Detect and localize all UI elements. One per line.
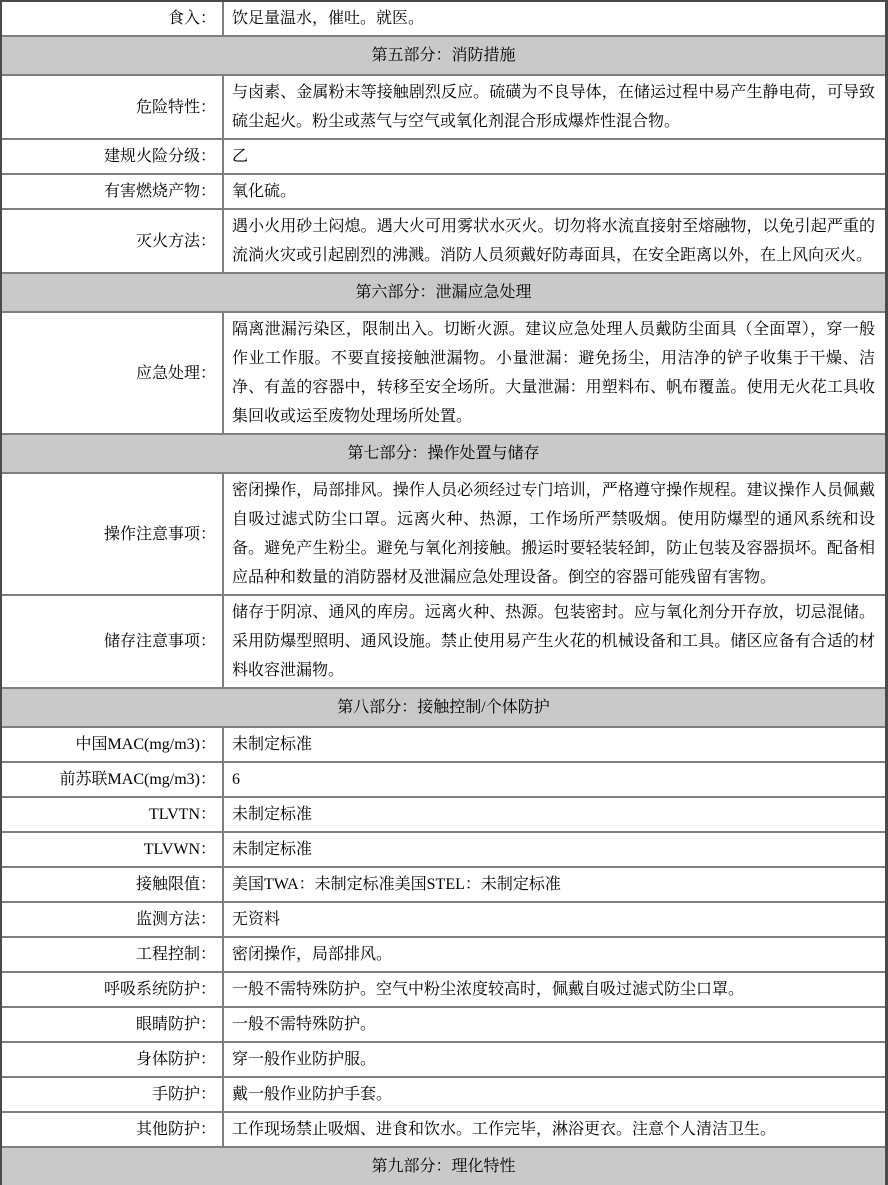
row-content-text: 未制定标准 — [232, 736, 313, 753]
row-content — [224, 833, 885, 866]
row-label: 工程控制： — [2, 938, 224, 971]
section-header — [2, 274, 885, 313]
row-label: 其他防护： — [2, 1113, 224, 1146]
section-header — [2, 37, 885, 76]
row-label: 灭火方法： — [2, 210, 224, 272]
row-content-text: 遇小火用砂土闷熄。遇大火可用雾状水灭火。切勿将水流直接射至熔融物，以免引起严重的流淌火灾或引起剧烈的沸溅。消防人员须戴好防毒面具，在安全距离以外，在上风向灭火。 — [232, 218, 875, 264]
row-label: 建规火险分级： — [2, 140, 224, 173]
row-content — [224, 76, 885, 138]
row-content-text: 未制定标准 — [232, 806, 313, 823]
table-row — [2, 76, 885, 140]
row-label: 接触限值： — [2, 868, 224, 901]
row-label: 身体防护： — [2, 1043, 224, 1076]
row-label: 中国MAC(mg/m3)： — [2, 728, 224, 761]
table-row — [2, 1008, 885, 1043]
row-content — [224, 1078, 885, 1111]
table-row — [2, 140, 885, 175]
section-header — [2, 435, 885, 474]
row-content — [224, 210, 885, 272]
row-content-text: 无资料 — [232, 911, 281, 928]
row-label: 食入： — [2, 2, 224, 35]
row-label: 有害燃烧产物： — [2, 175, 224, 208]
row-label: 应急处理： — [2, 313, 224, 433]
row-content — [224, 1008, 885, 1041]
section-header-title: 第六部分：泄漏应急处理 — [355, 284, 532, 301]
row-label: 手防护： — [2, 1078, 224, 1111]
table-row — [2, 833, 885, 868]
table-row — [2, 763, 885, 798]
section-header-title: 第五部分：消防措施 — [371, 47, 516, 64]
row-content-text: 6 — [232, 771, 240, 788]
row-label: 前苏联MAC(mg/m3)： — [2, 763, 224, 796]
section-header — [2, 1148, 885, 1185]
row-content-text: 氧化硫。 — [232, 183, 297, 200]
row-content — [224, 140, 885, 173]
row-content-text: 工作现场禁止吸烟、进食和饮水。工作完毕，淋浴更衣。注意个人清洁卫生。 — [232, 1121, 777, 1138]
table-row — [2, 728, 885, 763]
table-row — [2, 175, 885, 210]
section-header-title: 第九部分：理化特性 — [371, 1158, 516, 1175]
row-content-text: 穿一般作业防护服。 — [232, 1051, 377, 1068]
row-content — [224, 938, 885, 971]
row-label: 危险特性： — [2, 76, 224, 138]
row-content — [224, 2, 885, 35]
table-row — [2, 596, 885, 689]
row-content — [224, 973, 885, 1006]
table-row — [2, 313, 885, 435]
row-content-text: 隔离泄漏污染区，限制出入。切断火源。建议应急处理人员戴防尘面具（全面罩），穿一般作业工作服。不要直接接触泄漏物。小量泄漏：避免扬尘，用洁净的铲子收集于干燥、洁净、有盖的容器中，转移至安全场所。大量泄漏：用塑料布、帆布覆盖。使用无火花工具收集回收或运至废物处理场所处置。 — [232, 321, 875, 425]
row-label: TLVWN： — [2, 833, 224, 866]
row-content-text: 一般不需特殊防护。空气中粉尘浓度较高时，佩戴自吸过滤式防尘口罩。 — [232, 981, 745, 998]
table-row — [2, 1078, 885, 1113]
row-label: 眼睛防护： — [2, 1008, 224, 1041]
row-label: 监测方法： — [2, 903, 224, 936]
row-content-text: 乙 — [232, 148, 249, 165]
row-content-text: 戴一般作业防护手套。 — [232, 1086, 393, 1103]
row-content-text: 密闭操作，局部排风。 — [232, 946, 393, 963]
row-label: 呼吸系统防护： — [2, 973, 224, 1006]
table-row — [2, 798, 885, 833]
row-content — [224, 903, 885, 936]
table-row — [2, 903, 885, 938]
section-header — [2, 689, 885, 728]
table-row — [2, 2, 885, 37]
row-content — [224, 1113, 885, 1146]
row-content-text: 美国TWA：未制定标准美国STEL：未制定标准 — [232, 876, 561, 893]
row-content — [224, 596, 885, 687]
table-row — [2, 973, 885, 1008]
section-header-title: 第八部分：接触控制/个体防护 — [337, 699, 550, 716]
row-content-text: 一般不需特殊防护。 — [232, 1016, 377, 1033]
row-content-text: 饮足量温水，催吐。就医。 — [232, 10, 425, 27]
row-label: 操作注意事项： — [2, 474, 224, 594]
row-content-text: 未制定标准 — [232, 841, 313, 858]
table-row — [2, 1043, 885, 1078]
table-row — [2, 1113, 885, 1148]
row-content-text: 储存于阴凉、通风的库房。远离火种、热源。包装密封。应与氧化剂分开存放，切忌混储。采用防爆型照明、通风设施。禁止使用易产生火花的机械设备和工具。储区应备有合适的材料收容泄漏物。 — [232, 604, 875, 679]
table-row — [2, 938, 885, 973]
section-header-title: 第七部分：操作处置与储存 — [347, 445, 540, 462]
table-row — [2, 868, 885, 903]
row-content-text: 密闭操作，局部排风。操作人员必须经过专门培训，严格遵守操作规程。建议操作人员佩戴自吸过滤式防尘口罩。远离火种、热源，工作场所严禁吸烟。使用防爆型的通风系统和设备。避免产生粉尘。避免与氧化剂接触。搬运时要轻装轻卸，防止包装及容器损坏。配备相应品种和数量的消防器材及泄漏应急处理设备。倒空的容器可能残留有害物。 — [232, 482, 875, 586]
row-content — [224, 763, 885, 796]
row-content — [224, 474, 885, 594]
row-content — [224, 313, 885, 433]
row-content — [224, 1043, 885, 1076]
table-row — [2, 474, 885, 596]
row-label: TLVTN： — [2, 798, 224, 831]
row-label: 储存注意事项： — [2, 596, 224, 687]
row-content — [224, 798, 885, 831]
table-row — [2, 210, 885, 274]
row-content-text: 与卤素、金属粉末等接触剧烈反应。硫磺为不良导体，在储运过程中易产生静电荷，可导致硫尘起火。粉尘或蒸气与空气或氧化剂混合形成爆炸性混合物。 — [232, 84, 875, 130]
row-content — [224, 868, 885, 901]
row-content — [224, 175, 885, 208]
row-content — [224, 728, 885, 761]
